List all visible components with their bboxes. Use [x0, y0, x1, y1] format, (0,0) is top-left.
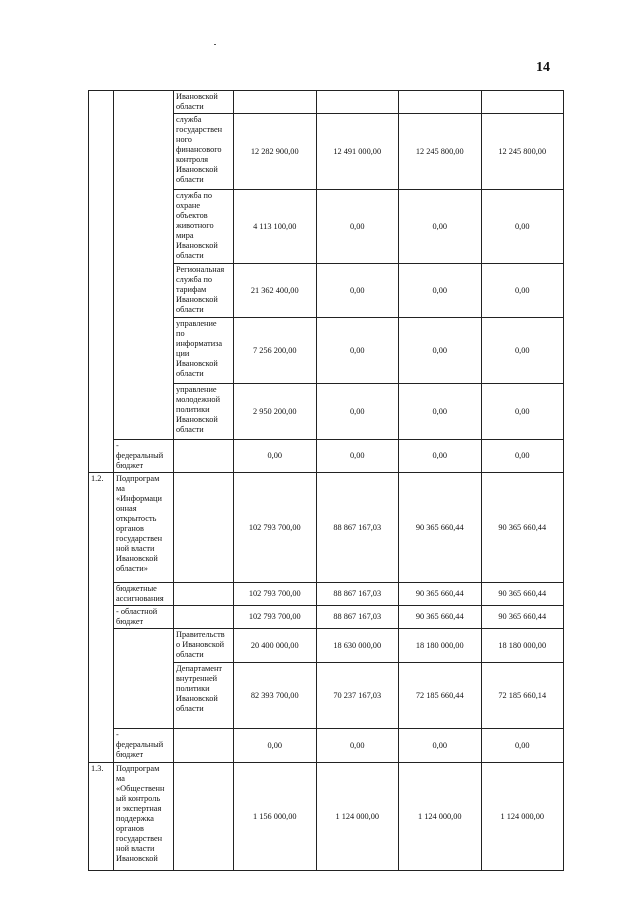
value-cell: 0,00 — [481, 440, 564, 473]
executor-cell — [174, 473, 234, 583]
value-cell: 0,00 — [316, 384, 399, 440]
executor-cell: служба по охране объектов животного мира Ивановской области — [174, 190, 234, 264]
value-cell: 1 124 000,00 — [316, 763, 399, 871]
value-cell: 90 365 660,44 — [481, 606, 564, 629]
value-cell — [481, 91, 564, 114]
value-cell: 0,00 — [399, 729, 482, 763]
executor-cell — [174, 606, 234, 629]
value-cell: 12 245 800,00 — [399, 114, 482, 190]
value-cell: 0,00 — [399, 440, 482, 473]
value-cell: 12 491 000,00 — [316, 114, 399, 190]
value-cell: 0,00 — [481, 384, 564, 440]
value-cell: 18 180 000,00 — [399, 629, 482, 663]
value-cell: 0,00 — [234, 729, 317, 763]
value-cell — [399, 91, 482, 114]
value-cell: 0,00 — [234, 440, 317, 473]
program-cell: Подпрограм ма «Общественн ый контроль и экспертная поддержка органов государствен ной власти Ивановской — [114, 763, 174, 871]
value-cell: 72 185 660,14 — [481, 663, 564, 729]
value-cell — [316, 91, 399, 114]
table-row — [89, 473, 564, 583]
value-cell: 102 793 700,00 — [234, 473, 317, 583]
value-cell: 90 365 660,44 — [399, 583, 482, 606]
value-cell: 90 365 660,44 — [481, 583, 564, 606]
table-row — [89, 606, 564, 629]
value-cell: 0,00 — [316, 318, 399, 384]
executor-cell: Региональная служба по тарифам Ивановской области — [174, 264, 234, 318]
program-cell: - федеральный бюджет — [114, 729, 174, 763]
value-cell: 0,00 — [481, 264, 564, 318]
value-cell: 88 867 167,03 — [316, 583, 399, 606]
value-cell: 12 282 900,00 — [234, 114, 317, 190]
executor-cell: служба государствен ного финансового контроля Ивановской области — [174, 114, 234, 190]
program-cell: - федеральный бюджет — [114, 440, 174, 473]
table-row — [89, 629, 564, 663]
value-cell: 90 365 660,44 — [399, 473, 482, 583]
value-cell: 82 393 700,00 — [234, 663, 317, 729]
table-row — [89, 763, 564, 871]
value-cell: 2 950 200,00 — [234, 384, 317, 440]
value-cell: 0,00 — [481, 190, 564, 264]
value-cell: 70 237 167,03 — [316, 663, 399, 729]
executor-cell — [174, 763, 234, 871]
executor-cell: Правительств о Ивановской области — [174, 629, 234, 663]
executor-cell — [174, 729, 234, 763]
value-cell: 0,00 — [399, 318, 482, 384]
value-cell: 0,00 — [316, 264, 399, 318]
value-cell: 1 124 000,00 — [481, 763, 564, 871]
value-cell: 102 793 700,00 — [234, 583, 317, 606]
value-cell: 20 400 000,00 — [234, 629, 317, 663]
value-cell: 0,00 — [481, 318, 564, 384]
page-number: 14 — [536, 60, 550, 75]
value-cell: 88 867 167,03 — [316, 606, 399, 629]
value-cell: 0,00 — [399, 384, 482, 440]
value-cell: 0,00 — [316, 440, 399, 473]
program-cell: бюджетные ассигнования — [114, 583, 174, 606]
program-cell — [114, 91, 174, 440]
value-cell: 0,00 — [399, 190, 482, 264]
value-cell: 0,00 — [481, 729, 564, 763]
value-cell: 21 362 400,00 — [234, 264, 317, 318]
value-cell — [234, 91, 317, 114]
program-cell: - областной бюджет — [114, 606, 174, 629]
table-row — [89, 729, 564, 763]
value-cell: 90 365 660,44 — [399, 606, 482, 629]
value-cell: 88 867 167,03 — [316, 473, 399, 583]
executor-cell: Департамент внутренней политики Ивановской области — [174, 663, 234, 729]
executor-cell: управление по информатиза ции Ивановской области — [174, 318, 234, 384]
value-cell: 102 793 700,00 — [234, 606, 317, 629]
value-cell: 1 156 000,00 — [234, 763, 317, 871]
table-row — [89, 91, 564, 114]
program-cell: Подпрограм ма «Информаци онная открытость органов государствен ной власти Ивановской области» — [114, 473, 174, 583]
value-cell: 0,00 — [316, 729, 399, 763]
value-cell: 4 113 100,00 — [234, 190, 317, 264]
executor-cell: управление молодежной политики Ивановской области — [174, 384, 234, 440]
scan-speck — [214, 44, 216, 45]
table-row — [89, 583, 564, 606]
value-cell: 1 124 000,00 — [399, 763, 482, 871]
executor-cell: Ивановской области — [174, 91, 234, 114]
budget-table — [88, 90, 564, 871]
index-cell: 1.2. — [89, 473, 114, 763]
index-cell: 1.3. — [89, 763, 114, 871]
value-cell: 90 365 660,44 — [481, 473, 564, 583]
value-cell: 0,00 — [399, 264, 482, 318]
value-cell: 72 185 660,44 — [399, 663, 482, 729]
value-cell: 0,00 — [316, 190, 399, 264]
table-row — [89, 440, 564, 473]
value-cell: 12 245 800,00 — [481, 114, 564, 190]
value-cell: 18 630 000,00 — [316, 629, 399, 663]
program-cell — [114, 629, 174, 729]
value-cell: 18 180 000,00 — [481, 629, 564, 663]
value-cell: 7 256 200,00 — [234, 318, 317, 384]
executor-cell — [174, 583, 234, 606]
index-cell — [89, 91, 114, 473]
executor-cell — [174, 440, 234, 473]
